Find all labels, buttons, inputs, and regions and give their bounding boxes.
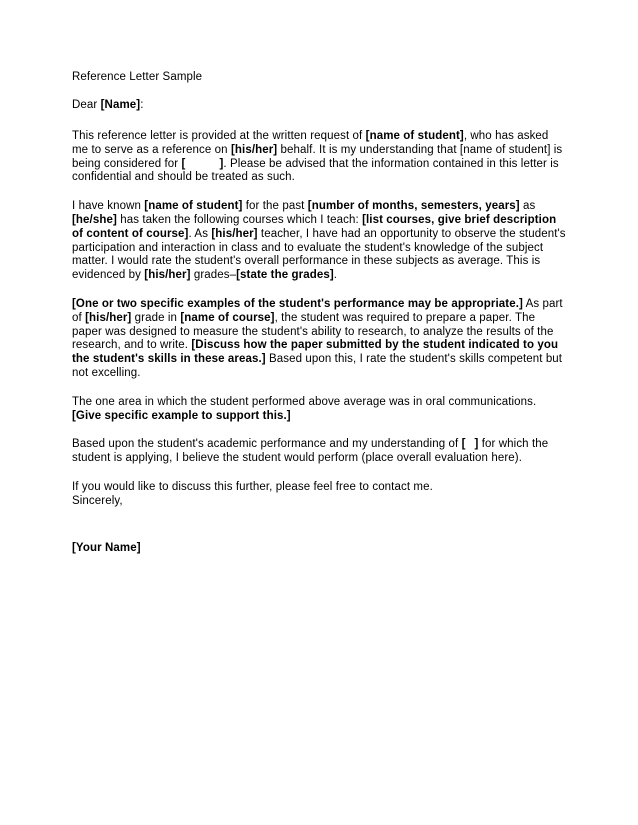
- body-text: , the student was required to prepare a paper. The paper was designed to measure the student's ability to research, to analyze the results of the research, and to write.: [72, 311, 554, 352]
- placeholder-text: [his/her]: [230, 143, 278, 156]
- page-title: Reference Letter Sample: [72, 71, 203, 83]
- closing-line-2: Sincerely,: [72, 494, 123, 507]
- paragraph-examples: [72, 298, 566, 381]
- body-text: . As: [188, 227, 212, 240]
- placeholder-text: [name of course]: [180, 311, 275, 324]
- placeholder-text: [his/her]: [85, 311, 132, 324]
- paragraph-intro: [72, 130, 566, 185]
- closing-line-1: If you would like to discuss this further, please feel free to contact me.: [72, 480, 433, 493]
- closing-block: [72, 481, 566, 509]
- body-text: This reference letter is provided at the written request of: [72, 130, 366, 142]
- placeholder-text: ]: [474, 438, 479, 451]
- signature-placeholder: [Your Name]: [72, 541, 141, 554]
- body-text: has taken the following courses which I teach:: [116, 213, 363, 226]
- salutation-suffix: :: [140, 99, 144, 111]
- placeholder-text: ]: [219, 157, 224, 170]
- placeholder-text: [One or two specific examples of the student's performance may be appropriate.]: [72, 297, 523, 310]
- paragraph-strength: [72, 396, 566, 424]
- body-text: , who has asked me to serve as a reference on: [72, 130, 549, 156]
- body-text: I have known: [72, 200, 145, 213]
- body-text: as: [519, 200, 536, 213]
- letter-body: [72, 70, 566, 555]
- body-text: .: [333, 269, 338, 282]
- body-text: for which the student is applying, I believe the student would perform (place overall evaluation here).: [72, 438, 549, 465]
- salutation-placeholder: [Name]: [100, 99, 141, 111]
- body-text: Based upon the student's academic performance and my understanding of: [72, 438, 462, 451]
- placeholder-text: [Discuss how the paper submitted by the student indicated to you the student's skills in these areas.]: [72, 339, 559, 366]
- placeholder-text: [Give specific example to support this.]: [72, 409, 291, 422]
- salutation-line: [72, 98, 566, 112]
- placeholder-text: [list courses, give brief description of content of course]: [72, 213, 557, 240]
- placeholder-text: [name of student]: [144, 200, 243, 213]
- body-text: As part of: [72, 297, 563, 324]
- placeholder-text: [number of months, semesters, years]: [307, 200, 520, 213]
- placeholder-text: [: [181, 157, 186, 170]
- body-text: . Please be advised that the information contained in this letter is confidential and should be treated as such.: [72, 157, 559, 184]
- body-text: behalf. It is my understanding that [name of student] is being considered for: [72, 143, 563, 170]
- body-text: grade in: [131, 311, 181, 324]
- placeholder-text: [name of student]: [365, 130, 464, 142]
- paragraph-conclusion: [72, 438, 566, 466]
- body-text: The one area in which the student performed above average was in oral communications.: [72, 395, 537, 408]
- body-text: grades–: [190, 269, 237, 282]
- body-text: Based upon this, I rate the student's skills competent but not excelling.: [72, 353, 563, 379]
- salutation-prefix: Dear: [72, 99, 101, 111]
- body-text: teacher, I have had an opportunity to observe the student's participation and interaction in class and to evaluate the student's knowledge of the subject matter. I would rate the student's overall performance in these subjects as average. This is evidenced by: [72, 227, 566, 282]
- paragraph-acquaintance: [72, 200, 566, 283]
- body-text: for the past: [242, 200, 308, 213]
- placeholder-text: [his/her]: [211, 227, 258, 240]
- placeholder-text: [state the grades]: [236, 269, 334, 282]
- placeholder-text: [he/she]: [72, 213, 117, 226]
- placeholder-text: [: [461, 438, 466, 451]
- placeholder-text: [his/her]: [144, 269, 191, 282]
